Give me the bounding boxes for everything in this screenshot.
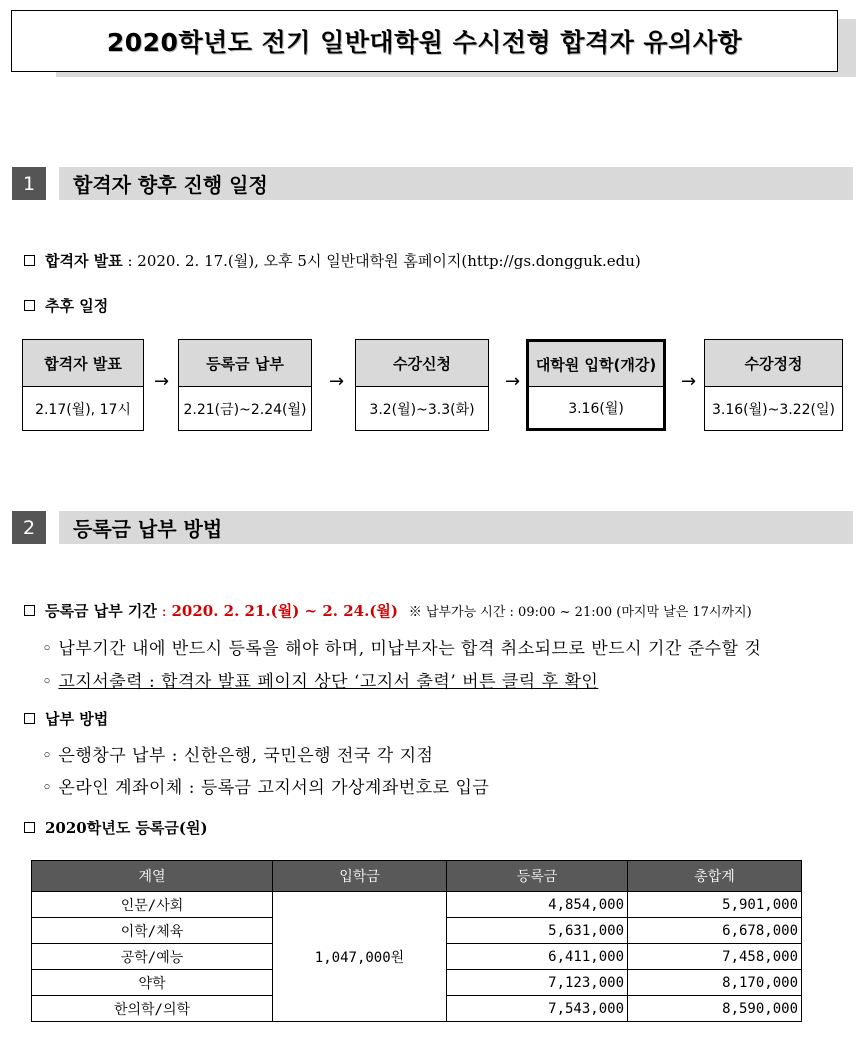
schedule-step-1 [22, 339, 144, 431]
period-line [24, 600, 752, 621]
cell-admission-fee: 1,047,000원 [273, 892, 447, 1022]
cell-tuition: 4,854,000 [447, 892, 628, 918]
method-item-2: ◦ 온라인 계좌이체 : 등록금 고지서의 가상계좌번호로 입금 [42, 778, 490, 798]
bullet: ◦ [42, 672, 59, 692]
schedule-step-date: 2.17(월), 17시 [35, 402, 131, 418]
fee-table [31, 860, 802, 1022]
schedule-step-title: 수강신청 [356, 340, 488, 387]
cell-field: 공학/예능 [32, 944, 273, 970]
period-value: 2020. 2. 21.(월) ~ 2. 24.(월) [171, 602, 399, 620]
checkbox-square-icon [24, 605, 35, 616]
cell-total: 5,901,000 [628, 892, 802, 918]
arrow-right-icon: → [505, 371, 521, 392]
period-label: 등록금 납부 기간 [45, 602, 157, 620]
cell-total: 8,170,000 [628, 970, 802, 996]
section-1-heading: 합격자 향후 진행 일정 [59, 167, 853, 200]
schedule-step-3 [355, 339, 489, 431]
schedule-step-2 [178, 339, 312, 431]
table-header-row [32, 861, 802, 892]
cell-field: 약학 [32, 970, 273, 996]
header-admission: 입학금 [273, 861, 447, 892]
checkbox-square-icon [24, 300, 35, 311]
period-item-2 [42, 667, 598, 692]
cell-tuition: 5,631,000 [447, 918, 628, 944]
header-field: 계열 [32, 861, 273, 892]
schedule-step-date: 3.16(월) [568, 401, 624, 417]
page-title: 2020학년도 전기 일반대학원 수시전형 합격자 유의사항 [11, 10, 838, 72]
cell-field: 이학/체육 [32, 918, 273, 944]
section-2-number: 2 [12, 511, 46, 544]
cell-field: 인문/사회 [32, 892, 273, 918]
header-total: 총합계 [628, 861, 802, 892]
schedule-step-5 [704, 339, 843, 431]
announce-label: 합격자 발표 [45, 252, 123, 270]
fee-label-line [24, 817, 208, 838]
arrow-right-icon: → [329, 371, 345, 392]
cell-tuition: 7,123,000 [447, 970, 628, 996]
schedule-step-title: 등록금 납부 [179, 340, 311, 387]
method-item-1: ◦ 은행창구 납부 : 신한은행, 국민은행 전국 각 지점 [42, 746, 434, 766]
period-note: ※ 납부가능 시간 : 09:00 ~ 21:00 (마지막 날은 17시까지) [408, 605, 752, 620]
section-1-number: 1 [12, 167, 46, 200]
period-item-2-text: 고지서출력 : 합격자 발표 페이지 상단 ‘고지서 출력’ 버튼 클릭 후 확인 [58, 672, 599, 692]
cell-tuition: 7,543,000 [447, 996, 628, 1022]
cell-total: 6,678,000 [628, 918, 802, 944]
table-row [32, 892, 802, 918]
schedule-step-date: 3.16(월)~3.22(일) [712, 402, 835, 418]
announce-text: : 2020. 2. 17.(월), 오후 5시 일반대학원 홈페이지(http://gs.dongguk.edu) [122, 252, 641, 270]
cell-tuition: 6,411,000 [447, 944, 628, 970]
schedule-step-title: 수강정정 [705, 340, 842, 387]
method-label-line [24, 708, 108, 729]
arrow-right-icon: → [681, 371, 697, 392]
period-colon: : [156, 602, 172, 620]
method-label: 납부 방법 [45, 710, 109, 728]
cell-field: 한의학/의학 [32, 996, 273, 1022]
arrow-right-icon: → [154, 371, 170, 392]
schedule-step-title: 대학원 입학(개강) [529, 342, 663, 387]
section-2-heading: 등록금 납부 방법 [59, 511, 853, 544]
checkbox-square-icon [24, 713, 35, 724]
period-item-1: ◦ 납부기간 내에 반드시 등록을 해야 하며, 미납부자는 합격 취소되므로 반드시 기간 준수할 것 [42, 639, 762, 659]
schedule-step-date: 2.21(금)~2.24(월) [183, 402, 307, 418]
fee-label: 2020학년도 등록금(원) [45, 819, 208, 837]
schedule-step-title: 합격자 발표 [23, 340, 143, 387]
checkbox-square-icon [24, 822, 35, 833]
schedule-step-date: 3.2(월)~3.3(화) [369, 402, 475, 418]
checkbox-square-icon [24, 255, 35, 266]
cell-total: 8,590,000 [628, 996, 802, 1022]
header-tuition: 등록금 [447, 861, 628, 892]
schedule-step-4 [526, 339, 666, 431]
announce-line [24, 250, 641, 271]
cell-total: 7,458,000 [628, 944, 802, 970]
schedule-label-line [24, 295, 108, 316]
schedule-label: 추후 일정 [45, 297, 109, 315]
